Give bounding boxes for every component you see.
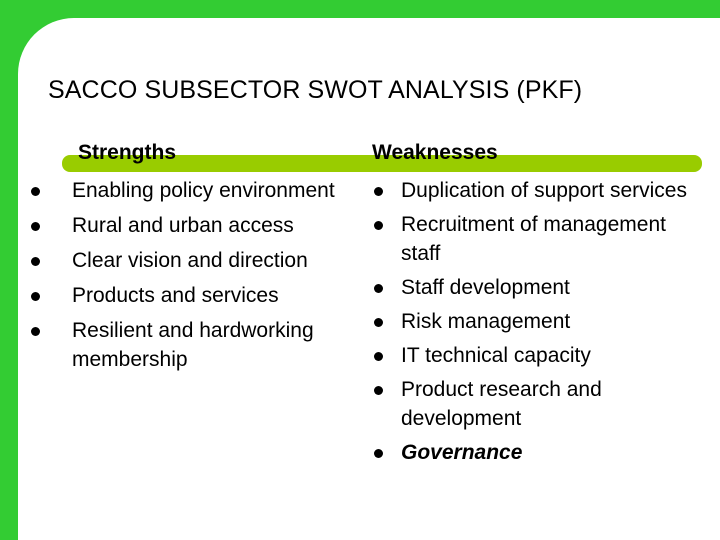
weakness-text: Risk management — [401, 310, 571, 333]
list-item — [401, 438, 701, 467]
strength-text: Clear vision and direction — [72, 249, 308, 272]
bullet-icon — [374, 221, 383, 230]
weakness-text: Duplication of support services — [401, 179, 687, 202]
list-item — [72, 246, 362, 275]
list-item — [401, 341, 701, 370]
bullet-icon — [374, 352, 383, 361]
list-item — [72, 176, 362, 205]
list-item — [401, 210, 701, 268]
list-item — [401, 273, 701, 302]
bullet-icon — [374, 449, 383, 458]
strength-text: Rural and urban access — [72, 214, 294, 237]
strengths-heading: Strengths — [78, 141, 177, 164]
strengths-list — [72, 176, 362, 380]
bullet-icon — [31, 222, 40, 231]
weakness-text: Governance — [401, 441, 523, 464]
bullet-icon — [31, 257, 40, 266]
list-item — [72, 281, 362, 310]
list-item — [72, 211, 362, 240]
bullet-icon — [374, 284, 383, 293]
weakness-text: Recruitment of management staff — [401, 213, 666, 265]
bullet-icon — [31, 187, 40, 196]
list-item — [401, 375, 701, 433]
strength-text: Enabling policy environment — [72, 179, 335, 202]
list-item — [72, 316, 362, 374]
weakness-text: IT technical capacity — [401, 344, 591, 367]
list-item — [401, 176, 701, 205]
bullet-icon — [31, 327, 40, 336]
weaknesses-heading: Weaknesses — [372, 141, 498, 164]
strength-text: Resilient and hardworking membership — [72, 319, 314, 371]
bullet-icon — [374, 386, 383, 395]
weakness-text: Staff development — [401, 276, 570, 299]
bullet-icon — [374, 187, 383, 196]
weaknesses-list — [401, 176, 701, 472]
bullet-icon — [374, 318, 383, 327]
bullet-icon — [31, 292, 40, 301]
list-item — [401, 307, 701, 336]
strength-text: Products and services — [72, 284, 279, 307]
weakness-text: Product research and development — [401, 378, 602, 430]
slide-title: SACCO SUBSECTOR SWOT ANALYSIS (PKF) — [48, 76, 583, 104]
